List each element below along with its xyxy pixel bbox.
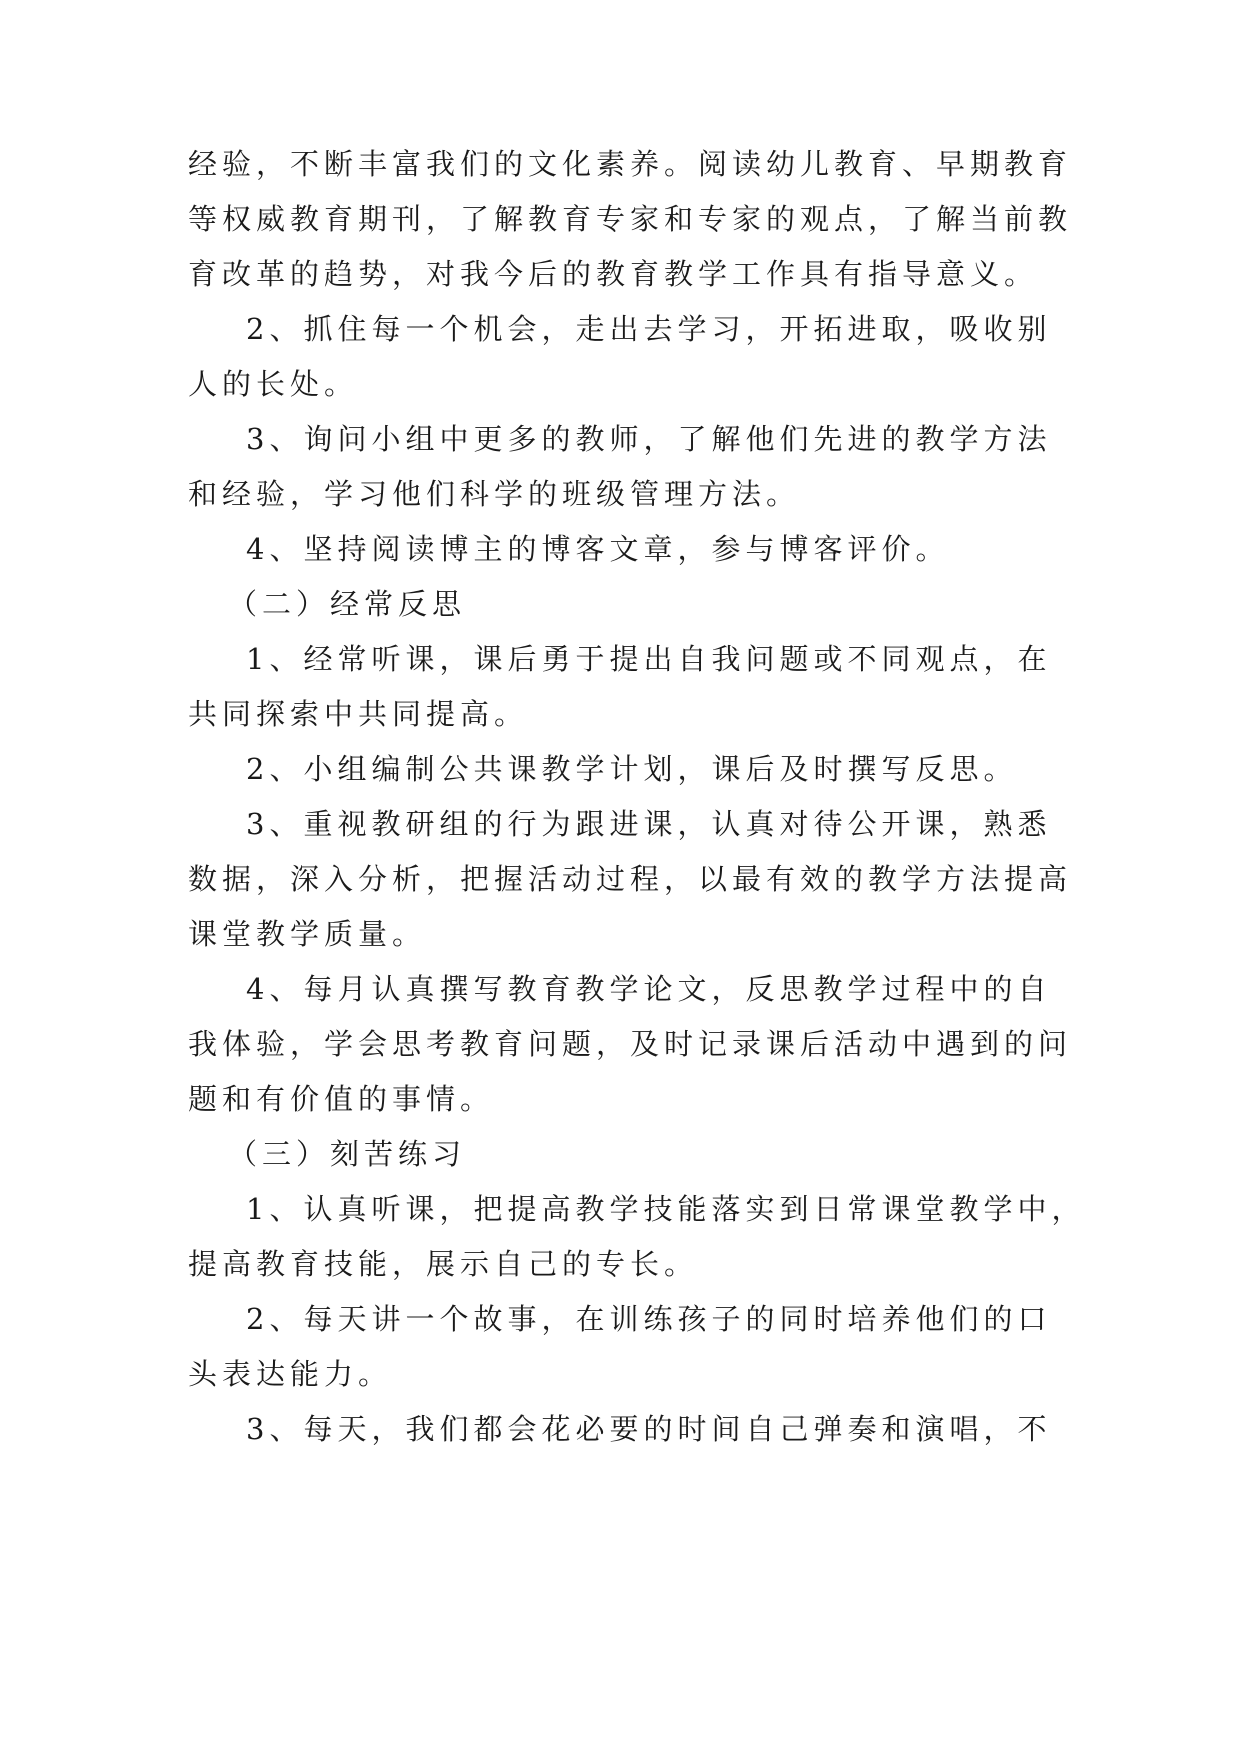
list-item: 2、抓住每一个机会，走出去学习，开拓进取，吸收别 <box>246 312 1052 346</box>
text-line: 题和有价值的事情。 <box>188 1082 495 1116</box>
text-line: 经验，不断丰富我们的文化素养。阅读幼儿教育、早期教育 <box>188 147 1073 181</box>
section-heading: （三）刻苦练习 <box>228 1137 467 1171</box>
list-item: 1、认真听课，把提高教学技能落实到日常课堂教学中， <box>246 1192 1086 1226</box>
text-line: 人的长处。 <box>188 367 359 401</box>
text-line: 我体验，学会思考教育问题，及时记录课后活动中遇到的问 <box>188 1027 1073 1061</box>
list-item: 1、经常听课，课后勇于提出自我问题或不同观点，在 <box>246 642 1052 676</box>
text-line: 和经验，学习他们科学的班级管理方法。 <box>188 477 801 511</box>
list-item: 3、重视教研组的行为跟进课，认真对待公开课，熟悉 <box>246 807 1052 841</box>
list-item: 3、询问小组中更多的教师，了解他们先进的教学方法 <box>246 422 1052 456</box>
text-line: 育改革的趋势，对我今后的教育教学工作具有指导意义。 <box>188 257 1039 291</box>
list-item: 3、每天，我们都会花必要的时间自己弹奏和演唱，不 <box>246 1412 1052 1446</box>
list-item: 2、小组编制公共课教学计划，课后及时撰写反思。 <box>246 752 1018 786</box>
text-line: 课堂教学质量。 <box>188 917 427 951</box>
text-line: 数据，深入分析，把握活动过程，以最有效的教学方法提高 <box>188 862 1073 896</box>
text-line: 头表达能力。 <box>188 1357 393 1391</box>
list-item: 4、每月认真撰写教育教学论文，反思教学过程中的自 <box>246 972 1052 1006</box>
list-item: 2、每天讲一个故事，在训练孩子的同时培养他们的口 <box>246 1302 1052 1336</box>
section-heading: （二）经常反思 <box>228 587 467 621</box>
text-line: 等权威教育期刊，了解教育专家和专家的观点，了解当前教 <box>188 202 1073 236</box>
list-item: 4、坚持阅读博主的博客文章，参与博客评价。 <box>246 532 950 566</box>
text-line: 提高教育技能，展示自己的专长。 <box>188 1247 699 1281</box>
text-line: 共同探索中共同提高。 <box>188 697 529 731</box>
